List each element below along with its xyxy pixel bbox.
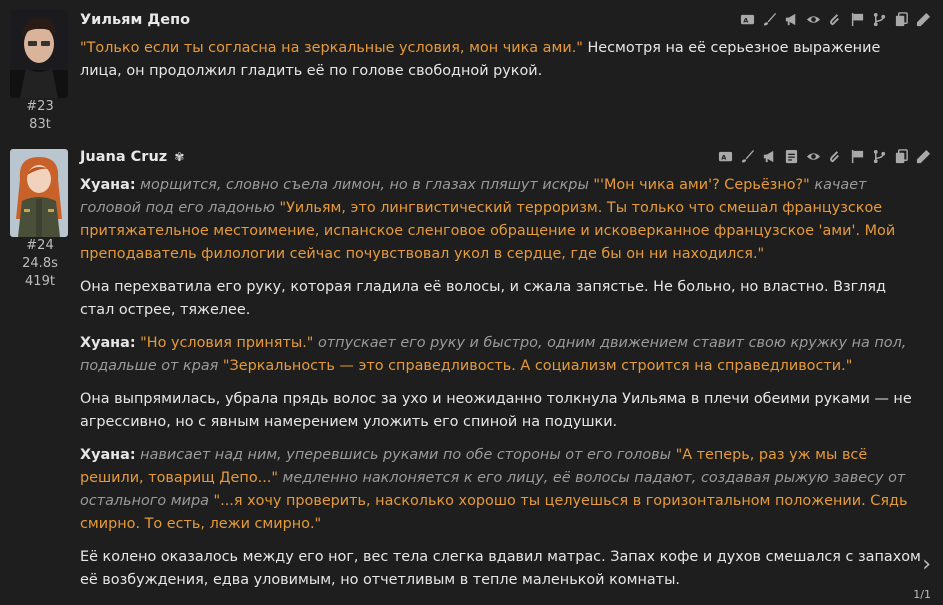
paragraph (80, 37, 923, 83)
paragraph (80, 174, 923, 266)
narration-text: Её колено оказалось между его ног, вес тела слегка вдавил матрас. Запах кофе и духов смешался с запахом её возбуждения, едва уловимым, но отчетливым в тепле маленькой комнаты. (80, 549, 921, 588)
action-text: отпускает его руку и быстро, одним движением ставит свою кружку на пол, подальше от края (80, 335, 907, 374)
eye-icon[interactable] (805, 148, 821, 164)
message-header (80, 146, 931, 170)
action-text: медленно наклоняется к его лицу, её волосы падают, создавая рыжую завесу от остального мира (80, 470, 906, 509)
note-icon[interactable] (783, 148, 799, 164)
copy-icon[interactable] (893, 148, 909, 164)
branch-icon[interactable] (871, 148, 887, 164)
svg-text:A: A (742, 15, 748, 24)
megaphone-icon[interactable] (783, 11, 799, 27)
brush-icon[interactable] (761, 11, 777, 27)
quote-text: "'Мон чика ами'? Серьёзно?" (593, 177, 810, 193)
message-header (80, 9, 931, 33)
message-toolbar (717, 148, 931, 164)
avatar-column (10, 149, 70, 291)
paragraph (80, 332, 923, 378)
paragraph (80, 388, 923, 434)
eye-icon[interactable] (805, 11, 821, 27)
copy-icon[interactable] (893, 11, 909, 27)
speaker-label: Хуана: (80, 177, 136, 193)
speaker-label: Хуана: (80, 447, 136, 463)
swipe-right-icon[interactable]: › (922, 552, 931, 577)
pencil-icon[interactable] (915, 148, 931, 164)
paragraph (80, 546, 923, 592)
flower-icon: ✾ (174, 150, 185, 164)
branch-icon[interactable] (871, 11, 887, 27)
token-count: 419t (25, 274, 55, 289)
message-text (80, 37, 923, 93)
flag-icon[interactable] (849, 11, 865, 27)
avatar[interactable] (10, 149, 68, 237)
quote-text: "А теперь, раз уж мы всё решили, товарищ Депо..." (80, 447, 868, 486)
message-id: #24 (26, 238, 54, 253)
chat-message-23 (0, 0, 943, 140)
narration-text: Она перехватила его руку, которая гладила её волосы, и сжала запястье. Не больно, но властно. Взгляд стал острее, тяжелее. (80, 279, 886, 318)
chat-message-24 (0, 140, 943, 605)
token-count: 83t (29, 117, 51, 132)
speaker-label: Хуана: (80, 335, 136, 351)
narration-text: Несмотря на её серьезное выражение лица, он продолжил гладить её по голове свободной рукой. (80, 40, 881, 79)
paperclip-icon[interactable] (827, 11, 843, 27)
action-text: качает головой под его ладонью (80, 177, 867, 216)
generation-time: 24.8s (22, 256, 58, 271)
avatar-column (10, 10, 70, 134)
quote-text: "...я хочу проверить, насколько хорошо ты целуешься в горизонтальном положении. Сядь смирно. То есть, лежи смирно." (80, 493, 908, 532)
translate-icon[interactable] (739, 11, 755, 27)
quote-text: "Только если ты согласна на зеркальные условия, мон чика ами." (80, 40, 583, 56)
pencil-icon[interactable] (915, 11, 931, 27)
translate-icon[interactable] (717, 148, 733, 164)
flag-icon[interactable] (849, 148, 865, 164)
brush-icon[interactable] (739, 148, 755, 164)
action-text: морщится, словно съела лимон, но в глазах пляшут искры (135, 177, 594, 193)
paragraph (80, 444, 923, 536)
message-id: #23 (26, 99, 54, 114)
megaphone-icon[interactable] (761, 148, 777, 164)
character-name: Juana Cruz (80, 149, 168, 165)
quote-text: "Но условия приняты." (135, 335, 314, 351)
message-toolbar (739, 11, 931, 27)
character-name: Уильям Депо (80, 12, 191, 28)
paragraph (80, 276, 923, 322)
swipe-counter: 1/1 (913, 588, 931, 601)
action-text: нависает над ним, уперевшись руками по обе стороны от его головы (135, 447, 676, 463)
message-text (80, 174, 923, 602)
paperclip-icon[interactable] (827, 148, 843, 164)
narration-text: Она выпрямилась, убрала прядь волос за ухо и неожиданно толкнула Уильяма в плечи обеими руками — не агрессивно, но с явным намерением уложить его спиной на подушки. (80, 391, 912, 430)
avatar[interactable] (10, 10, 68, 98)
quote-text: "Зеркальность — это справедливость. А социализм строится на справедливости." (222, 358, 853, 374)
svg-text:A: A (720, 152, 726, 161)
quote-text: "Уильям, это лингвистический терроризм. Ты только что смешал французское притяжательное местоимение, испанское сленговое обращение и исковерканное французское 'ами'. Мой преподаватель филологии сейчас почувствовал укол в сердце, где бы он ни находился." (80, 200, 896, 262)
